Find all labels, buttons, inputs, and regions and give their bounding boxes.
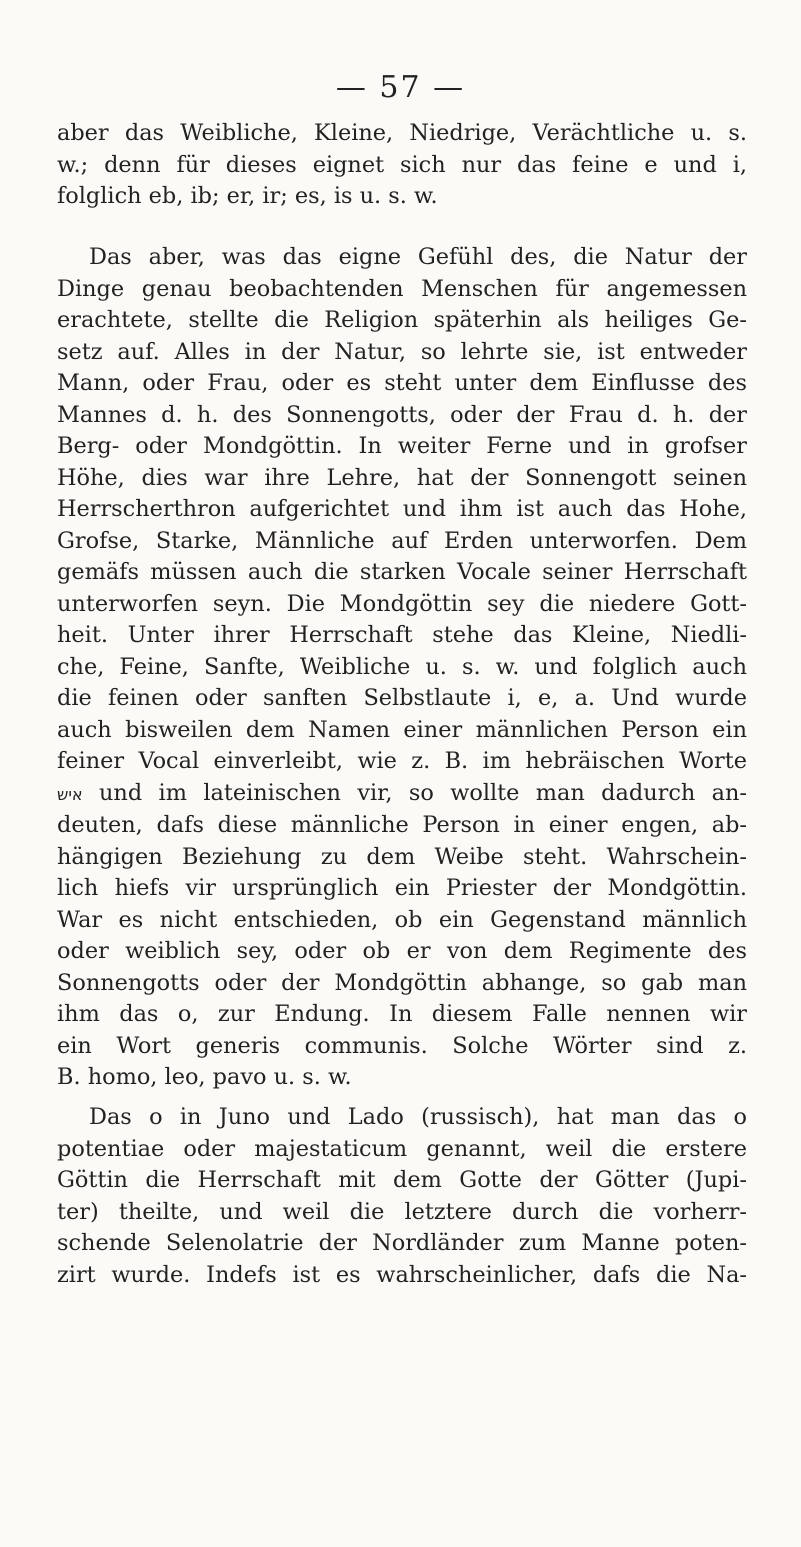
- text-line: Göttin die Herrschaft mit dem Gotte der Götter (Jupi-: [57, 1167, 747, 1193]
- paragraph-2: [57, 242, 747, 1094]
- text-line: Höhe, dies war ihre Lehre, hat der Sonnengott seinen: [57, 464, 747, 491]
- text-line: War es nicht entschieden, ob ein Gegenstand männlich: [57, 906, 747, 933]
- text-line: oder weiblich sey, oder ob er von dem Regimente des: [57, 938, 747, 964]
- text-line: zirt wurde. Indefs ist es wahrscheinlicher, dafs die Na-: [57, 1261, 747, 1288]
- text-line: schende Selenolatrie der Nordländer zum Manne poten-: [57, 1230, 747, 1256]
- text-line: Das o in Juno und Lado (russisch), hat man das o: [89, 1104, 747, 1130]
- text-line: Dinge genau beobachtenden Menschen für angemessen: [57, 275, 747, 302]
- text-line: auch bisweilen dem Namen einer männlichen Person ein: [57, 716, 747, 743]
- text-line: die feinen oder sanften Selbstlaute i, e, a. Und wurde: [57, 685, 747, 711]
- text-line-remainder: und im lateinischen vir, so wollte man dadurch an-: [99, 779, 747, 806]
- text-line: Berg- oder Mondgöttin. In weiter Ferne und in grofser: [57, 433, 747, 459]
- text-line: ihm das o, zur Endung. In diesem Falle nennen wir: [57, 1001, 747, 1027]
- page-number-header: — 57 —: [335, 70, 466, 105]
- text-line: erachtete, stellte die Religion späterhin als heiliges Ge-: [57, 307, 747, 333]
- text-line: hängigen Beziehung zu dem Weibe steht. Wahrschein-: [57, 843, 747, 870]
- text-line: ter) theilte, und weil die letztere durch die vorherr-: [57, 1198, 747, 1225]
- text-line: w.; denn für dieses eignet sich nur das feine e und i,: [57, 151, 747, 178]
- text-line: folglich eb, ib; er, ir; es, is u. s. w.: [57, 183, 438, 209]
- text-line: B. homo, leo, pavo u. s. w.: [57, 1064, 352, 1090]
- text-line: deuten, dafs diese männliche Person in einer engen, ab-: [57, 812, 747, 838]
- text-line: feiner Vocal einverleibt, wie z. B. im hebräischen Worte: [57, 748, 747, 774]
- text-line: heit. Unter ihrer Herrschaft stehe das Kleine, Niedli-: [57, 622, 747, 648]
- text-line: Mann, oder Frau, oder es steht unter dem Einflusse des: [57, 370, 747, 396]
- paragraph-1: [57, 118, 747, 213]
- text-line: Sonnengotts oder der Mondgöttin abhange, so gab man: [57, 969, 747, 996]
- text-line: Grofse, Starke, Männliche auf Erden unterworfen. Dem: [57, 527, 747, 554]
- text-line: aber das Weibliche, Kleine, Niedrige, Verächtliche u. s.: [57, 120, 747, 146]
- text-line: lich hiefs vir ursprünglich ein Priester der Mondgöttin.: [57, 875, 747, 901]
- text-line: che, Feine, Sanfte, Weibliche u. s. w. und folglich auch: [57, 653, 747, 680]
- text-line: ein Wort generis communis. Solche Wörter sind z.: [57, 1032, 747, 1059]
- hebrew-word: איש: [57, 784, 83, 804]
- text-line: unterworfen seyn. Die Mondgöttin sey die niedere Gott-: [57, 590, 747, 617]
- text-line: potentiae oder majestaticum genannt, weil die erstere: [57, 1135, 747, 1162]
- text-line: Mannes d. h. des Sonnengotts, oder der Frau d. h. der: [57, 401, 747, 428]
- text-line: gemäfs müssen auch die starken Vocale seiner Herrschaft: [57, 559, 747, 585]
- text-line: setz auf. Alles in der Natur, so lehrte sie, ist entweder: [57, 338, 747, 365]
- paragraph-3: [57, 1102, 747, 1291]
- text-line-with-hebrew: [57, 778, 747, 811]
- text-line: Herrscherthron aufgerichtet und ihm ist auch das Hohe,: [57, 496, 747, 522]
- text-line: Das aber, was das eigne Gefühl des, die Natur der: [89, 244, 747, 270]
